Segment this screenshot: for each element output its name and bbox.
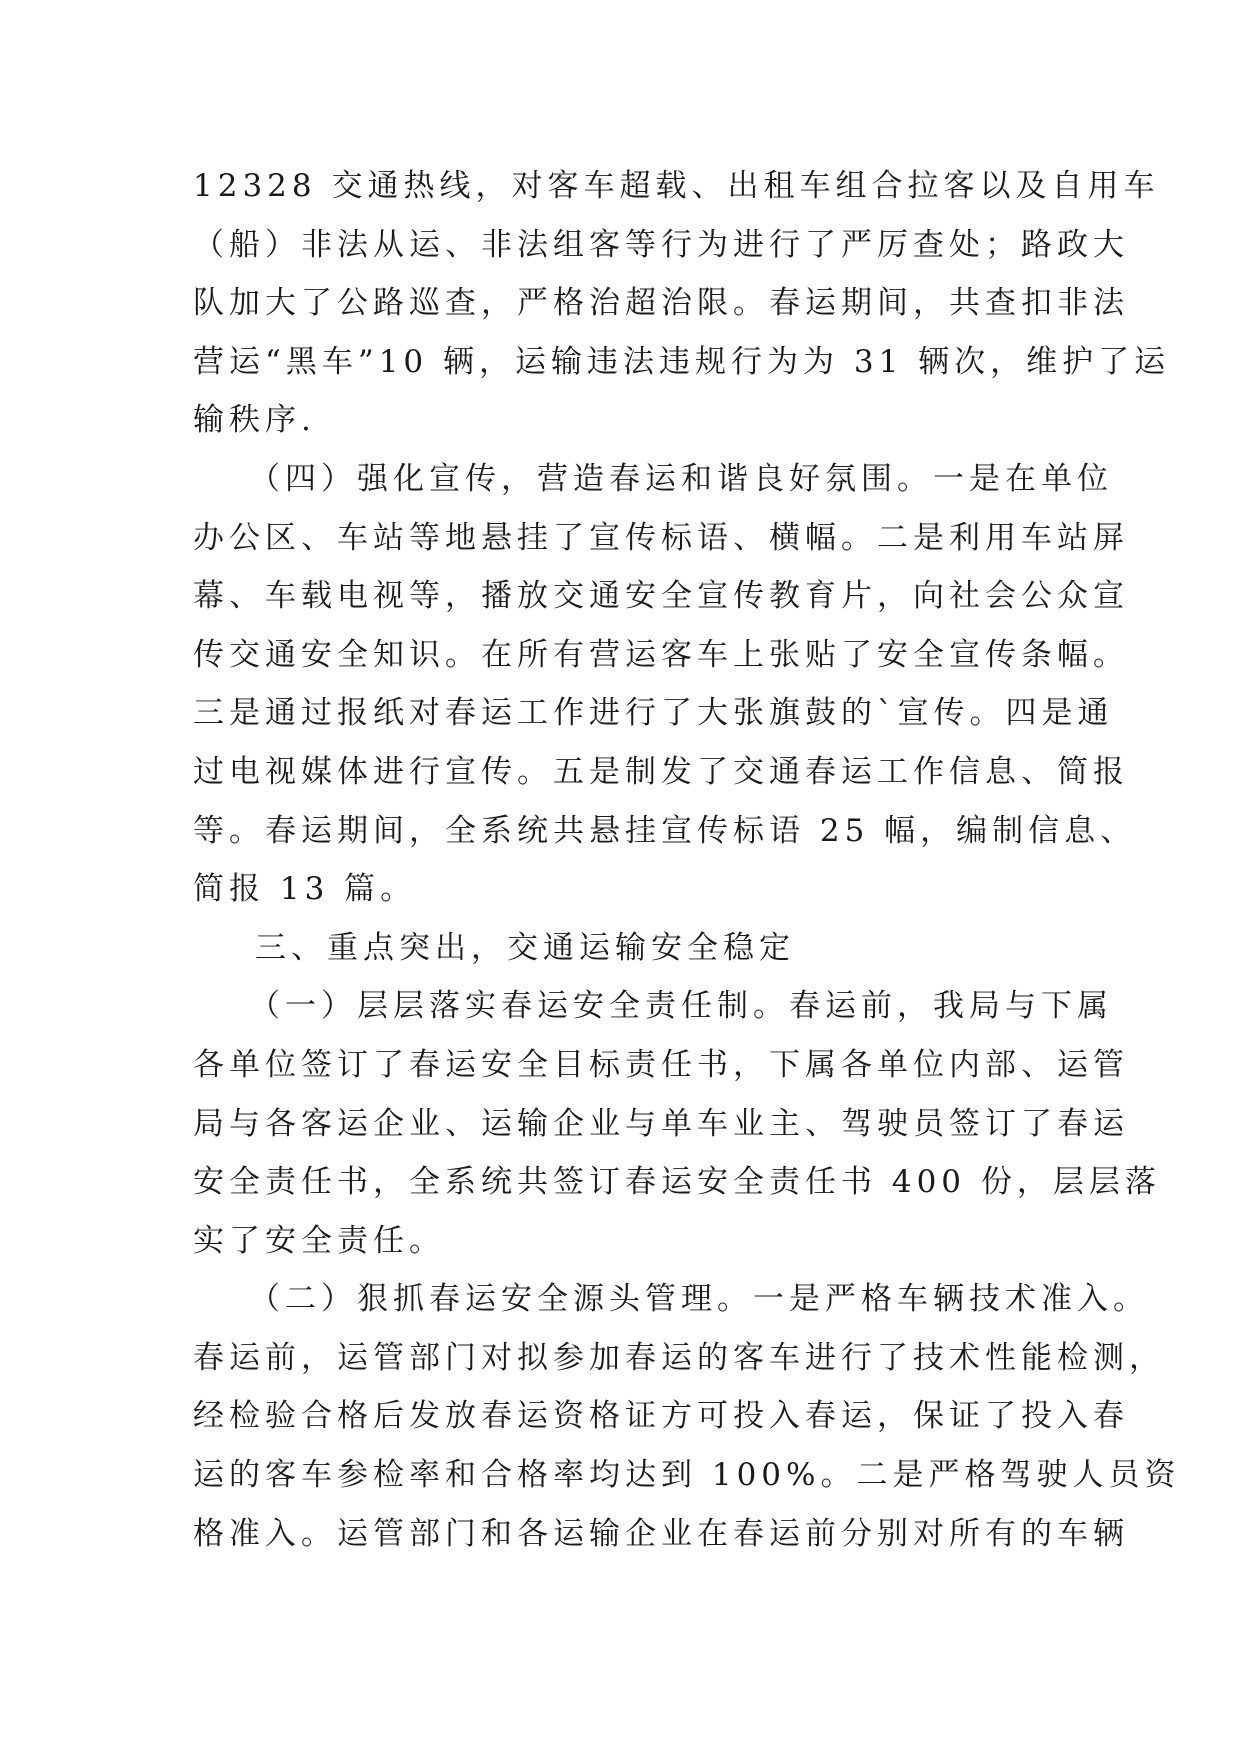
section-heading: 三、重点突出，交通运输安全稳定 — [255, 929, 795, 966]
text-line: 格准入。运管部门和各运输企业在春运前分别对所有的车辆 — [193, 1515, 1129, 1552]
text-line: 春运前，运管部门对拟参加春运的客车进行了技术性能检测， — [193, 1339, 1165, 1376]
text-line: （船）非法从运、非法组客等行为进行了严厉查处；路政大 — [193, 226, 1129, 263]
text-line: 队加大了公路巡查，严格治超治限。春运期间，共查扣非法 — [193, 285, 1129, 322]
text-line: 办公区、车站等地悬挂了宣传标语、横幅。二是利用车站屏 — [193, 519, 1129, 556]
paragraph-start-line: （一）层层落实春运安全责任制。春运前，我局与下属 — [249, 988, 1113, 1025]
text-line: 安全责任书，全系统共签订春运安全责任书 400 份，层层落 — [193, 1164, 1161, 1201]
text-line: 幕、车载电视等，播放交通安全宣传教育片，向社会公众宣 — [193, 578, 1129, 615]
text-line: 营运“黑车”10 辆，运输违法违规行为为 31 辆次，维护了运 — [193, 343, 1171, 380]
text-line: 经检验合格后发放春运资格证方可投入春运，保证了投入春 — [193, 1398, 1129, 1435]
text-line: 过电视媒体进行宣传。五是制发了交通春运工作信息、简报 — [193, 753, 1129, 790]
document-body — [193, 157, 1181, 1563]
text-line: 运的客车参检率和合格率均达到 100%。二是严格驾驶人员资 — [193, 1457, 1181, 1494]
text-line: 实了安全责任。 — [193, 1222, 445, 1259]
text-line: 三是通过报纸对春运工作进行了大张旗鼓的`宣传。四是通 — [193, 695, 1114, 732]
text-line: 输秩序. — [193, 402, 316, 439]
paragraph-start-line: （四）强化宣传，营造春运和谐良好氛围。一是在单位 — [249, 460, 1113, 497]
text-line: 各单位签订了春运安全目标责任书，下属各单位内部、运管 — [193, 1046, 1129, 1083]
text-line: 12328 交通热线，对客车超载、出租车组合拉客以及自用车 — [193, 168, 1160, 204]
paragraph-start-line: （二）狠抓春运安全源头管理。一是严格车辆技术准入。 — [249, 1281, 1149, 1318]
text-line: 等。春运期间，全系统共悬挂宣传标语 25 幅，编制信息、 — [193, 812, 1137, 849]
text-line: 简报 13 篇。 — [193, 871, 417, 908]
text-line: 局与各客运企业、运输企业与单车业主、驾驶员签订了春运 — [193, 1105, 1129, 1142]
text-line: 传交通安全知识。在所有营运客车上张贴了安全宣传条幅。 — [193, 636, 1129, 673]
